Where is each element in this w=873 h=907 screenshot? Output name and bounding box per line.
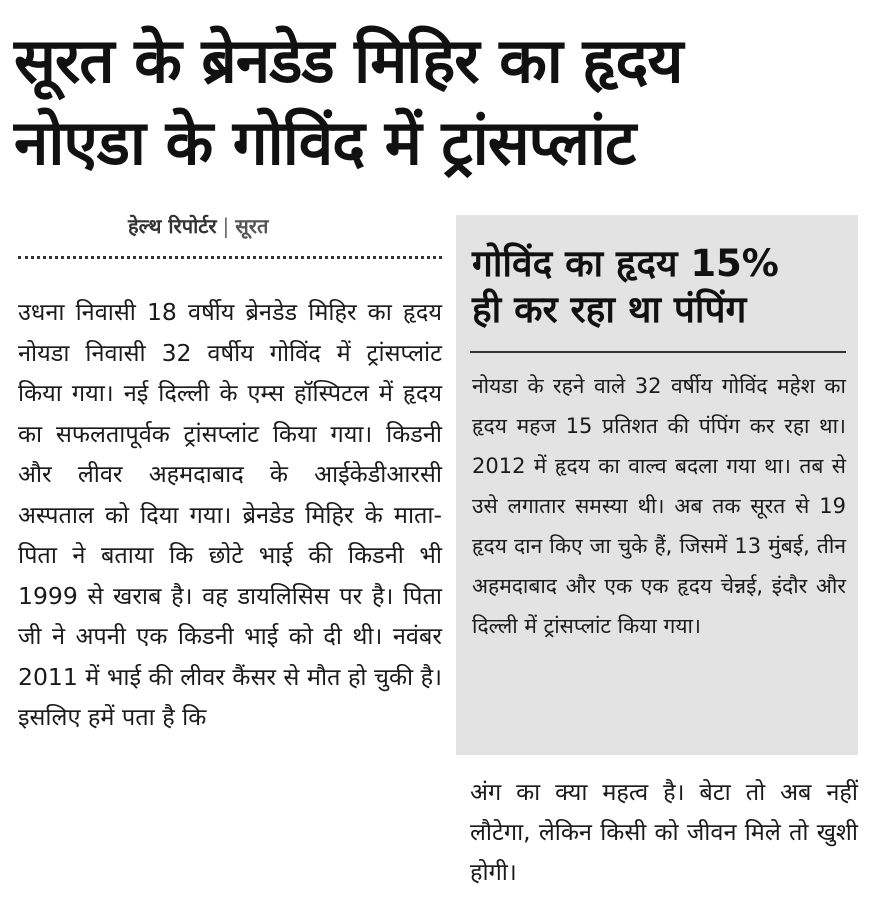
byline-city: सूरत [235, 214, 269, 238]
byline [128, 212, 268, 239]
byline-reporter: हेल्थ रिपोर्टर [128, 214, 217, 238]
sidebar-divider [470, 351, 846, 353]
dotted-divider [18, 256, 442, 259]
article-text-right: अंग का क्या महत्व है। बेटा तो अब नहीं लौटेगा, लेकिन किसी को जीवन मिले तो खुशी होगी। [470, 778, 858, 886]
sidebar-body-text: नोयडा के रहने वाले 32 वर्षीय गोविंद महेश का हृदय महज 15 प्रतिशत की पंपिंग कर रहा था। 2012 में हृदय का वाल्व बदला गया था। तब से उसे लगातार समस्या थी। अब तक सूरत से 19 हृदय दान किए जा चुके हैं, जिसमें 13 मुंबई, तीन अहमदाबाद और एक एक हृदय चेन्नई, इंदौर और दिल्ली में ट्रांसप्लांट किया गया। [472, 374, 846, 638]
sidebar-title-line-1: गोविंद का हृदय 15% [472, 242, 779, 285]
sidebar-title-line-2: ही कर रहा था पंपिंग [472, 288, 747, 331]
article-text-left: उधना निवासी 18 वर्षीय ब्रेनडेड मिहिर का हृदय नोयडा निवासी 32 वर्षीय गोविंद में ट्रांसप्लांट किया गया। नई दिल्ली के एम्स हॉस्पिटल में हृदय का सफलतापूर्वक ट्रांसप्लांट किया गया। किडनी और लीवर अहमदाबाद के आईकेडीआरसी अस्पताल को दिया गया। ब्रेनडेड मिहिर के माता-पिता ने बताया कि छोटे भाई की किडनी भी 1999 से खराब है। वह डायलिसिस पर है। पिता जी ने अपनी एक किडनी भाई को दी थी। नवंबर 2011 में भाई की लीवर कैंसर से मौत हो चुकी है। इसलिए हमें पता है कि [18, 298, 442, 731]
headline-line-2: नोएडा के गोविंद में ट्रांसप्लांट [14, 106, 636, 179]
headline-line-1: सूरत के ब्रेनडेड मिहिर का हृदय [14, 24, 683, 97]
sidebar-box [456, 215, 858, 755]
byline-separator: | [222, 214, 230, 238]
headline [14, 20, 864, 184]
article-left-column [18, 292, 442, 738]
sidebar-title [472, 241, 852, 333]
sidebar-body [472, 366, 846, 646]
article-right-column [470, 772, 858, 892]
